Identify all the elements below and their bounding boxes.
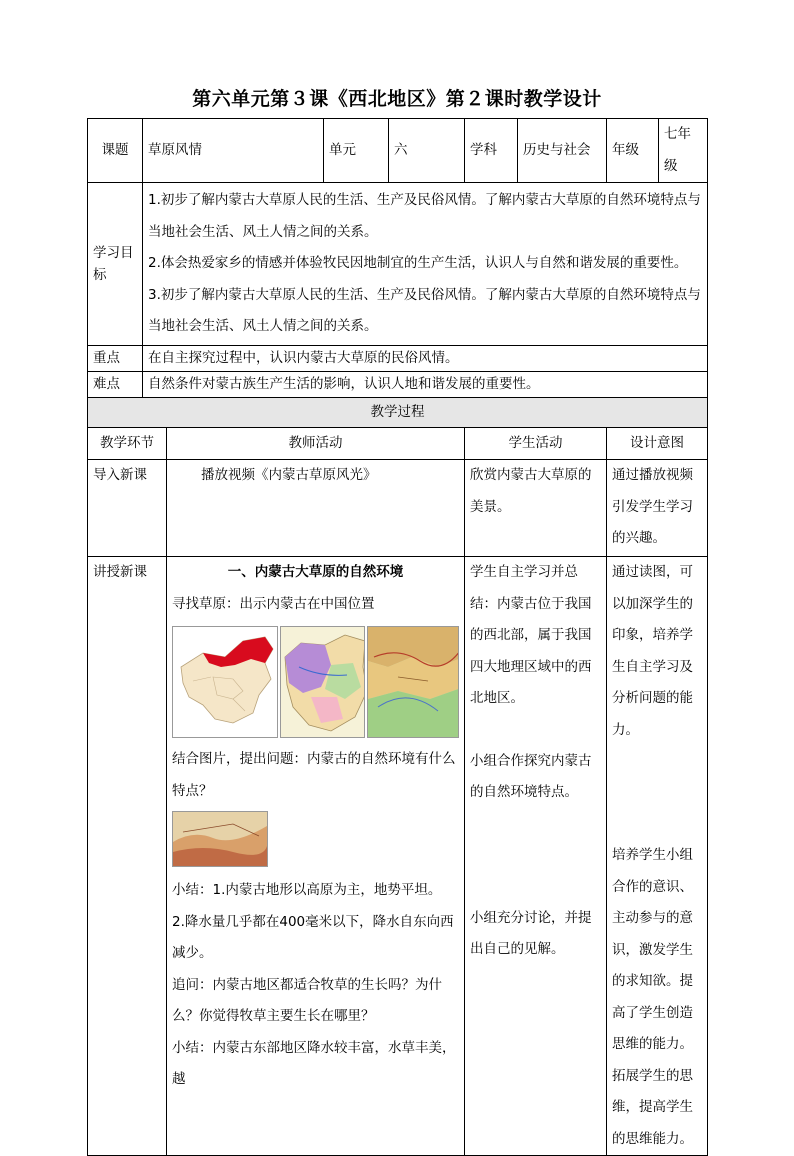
northwest-region-map-image	[280, 626, 365, 738]
difficulty-label: 难点	[88, 371, 143, 397]
topic-value: 草原风情	[143, 119, 324, 183]
page-title: 第六单元第３课《西北地区》第２课时教学设计	[192, 88, 602, 110]
column-header-student: 学生活动	[465, 427, 607, 460]
teacher-text: 小结：1.内蒙古地形以高原为主，地势平坦。	[172, 882, 442, 898]
china-map-image	[172, 626, 278, 738]
grade-value: 七年级	[659, 119, 708, 183]
teacher-text: 追问：内蒙古地区都适合牧草的生长吗？为什么？你觉得牧草主要生长在哪里？	[172, 976, 442, 1024]
intent-text: 通过读图，可以加深学生的印象，培养学生自主学习及分析问题的能力。	[612, 564, 693, 738]
lesson-student-cell	[465, 557, 607, 1156]
teacher-text: 2.降水量几乎都在400毫米以下，降水自东向西减少。	[172, 913, 454, 961]
teacher-text: 小结：内蒙古东部地区降水较丰富，水草丰美，越	[172, 1039, 456, 1087]
topic-label: 课题	[88, 119, 143, 183]
column-header-stage: 教学环节	[88, 427, 167, 460]
objective-item: 3.初步了解内蒙古大草原人民的生活、生产及民俗风情。了解内蒙古大草原的自然环境特点与当地社会生活、风土人情之间的关系。	[148, 286, 701, 334]
terrain-map-image	[367, 626, 459, 738]
unit-value: 六	[389, 119, 465, 183]
lesson-stage: 讲授新课	[88, 557, 167, 1156]
lesson-plan-table	[87, 118, 708, 1156]
student-text: 小组充分讨论，并提出自己的见解。	[470, 909, 592, 957]
grade-label: 年级	[607, 119, 659, 183]
map-row	[172, 626, 459, 738]
intro-intent: 通过播放视频引发学生学习的兴趣。	[607, 460, 708, 557]
intent-text: 培养学生小组合作的意识、主动参与的意识，激发学生的求知欲。提高了学生创造思维的能力。	[612, 847, 693, 1052]
objective-item: 2.体会热爱家乡的情感并体验牧民因地制宜的生产生活，认识人与自然和谐发展的重要性。	[148, 255, 688, 271]
section-title: 一、内蒙古大草原的自然环境	[227, 564, 404, 580]
unit-label: 单元	[324, 119, 389, 183]
objectives-label: 学习目标	[88, 183, 143, 346]
intent-text: 拓展学生的思维，提高学生的思维能力。	[612, 1067, 693, 1147]
teacher-text: 结合图片，提出问题：内蒙古的自然环境有什么特点？	[172, 751, 456, 799]
subject-value: 历史与社会	[518, 119, 607, 183]
column-header-teacher: 教师活动	[167, 427, 465, 460]
teacher-text: 寻找草原：出示内蒙古在中国位置	[172, 595, 375, 612]
column-header-intent: 设计意图	[607, 427, 708, 460]
intro-student: 欣赏内蒙古大草原的美景。	[465, 460, 607, 557]
lesson-intent-cell	[607, 557, 708, 1156]
key-point-label: 重点	[88, 345, 143, 371]
intro-stage: 导入新课	[88, 460, 167, 557]
difficulty-text: 自然条件对蒙古族生产生活的影响，认识人地和谐发展的重要性。	[143, 371, 708, 397]
process-header: 教学过程	[88, 397, 708, 427]
objective-item: 1.初步了解内蒙古大草原人民的生活、生产及民俗风情。了解内蒙古大草原的自然环境特点与当地社会生活、风土人情之间的关系。	[148, 192, 701, 240]
intro-teacher: 播放视频《内蒙古草原风光》	[167, 460, 465, 557]
student-text: 学生自主学习并总结：内蒙古位于我国的西北部，属于我国四大地理区域中的西北地区。	[470, 564, 592, 706]
inner-mongolia-map-image	[172, 811, 268, 867]
subject-label: 学科	[465, 119, 518, 183]
key-point-text: 在自主探究过程中，认识内蒙古大草原的民俗风情。	[143, 345, 708, 371]
student-text: 小组合作探究内蒙古的自然环境特点。	[470, 752, 592, 800]
lesson-teacher-cell	[167, 557, 465, 1156]
